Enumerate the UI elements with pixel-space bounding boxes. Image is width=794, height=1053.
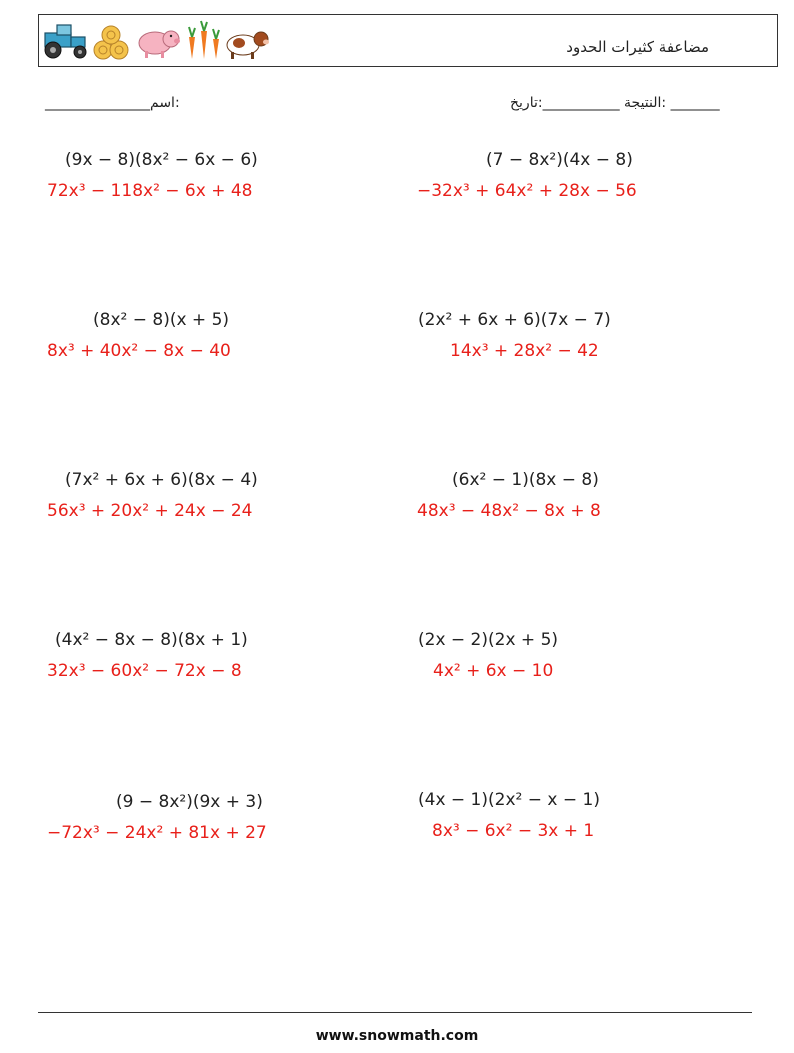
problem-5: (7x² + 6x + 6)(8x − 4) <box>65 470 258 490</box>
answer-3: 8x³ + 40x² − 8x − 40 <box>47 341 231 361</box>
problem-10: (4x − 1)(2x² − x − 1) <box>418 790 600 810</box>
name-blank: _______________ <box>45 95 150 111</box>
problem-8: (2x − 2)(2x + 5) <box>418 630 559 650</box>
answer-2: −32x³ + 64x² + 28x − 56 <box>417 181 637 201</box>
score-blank: ___________ <box>542 95 620 111</box>
footer-url: www.snowmath.com <box>315 1028 479 1044</box>
footer-divider <box>38 1012 752 1013</box>
date-label: :تاريخ: <box>510 95 667 111</box>
pig-icon <box>139 31 180 58</box>
answer-1: 72x³ − 118x² − 6x + 48 <box>47 181 253 201</box>
problem-2: (7 − 8x²)(4x − 8) <box>486 150 633 170</box>
tractor-icon <box>45 25 86 58</box>
problem-9: (9 − 8x²)(9x + 3) <box>116 792 263 812</box>
cow-icon <box>227 32 269 59</box>
problem-6: (6x² − 1)(8x − 8) <box>452 470 599 490</box>
answer-7: 32x³ − 60x² − 72x − 8 <box>47 661 242 681</box>
answer-9: −72x³ − 24x² + 81x + 27 <box>47 823 267 843</box>
problem-4: (2x² + 6x + 6)(7x − 7) <box>418 310 611 330</box>
answer-5: 56x³ + 20x² + 24x − 24 <box>47 501 253 521</box>
page-title: مضاعفة كثيرات الحدود <box>566 38 709 56</box>
score-date-field <box>510 95 720 111</box>
name-label: اسم: <box>150 95 180 111</box>
name-field <box>45 95 180 111</box>
answer-8: 4x² + 6x − 10 <box>433 661 554 681</box>
problem-7: (4x² − 8x − 8)(8x + 1) <box>55 630 248 650</box>
answer-10: 8x³ − 6x² − 3x + 1 <box>432 821 595 841</box>
date-blank: _______ <box>670 95 720 111</box>
answer-6: 48x³ − 48x² − 8x + 8 <box>417 501 601 521</box>
hay-bales-icon <box>94 26 128 59</box>
problem-1: (9x − 8)(8x² − 6x − 6) <box>65 150 258 170</box>
carrots-icon <box>189 21 219 59</box>
farm-icons <box>43 19 273 63</box>
header-box <box>38 14 778 67</box>
problem-3: (8x² − 8)(x + 5) <box>93 310 230 330</box>
answer-4: 14x³ + 28x² − 42 <box>450 341 599 361</box>
score-label: النتيجة <box>624 95 662 111</box>
